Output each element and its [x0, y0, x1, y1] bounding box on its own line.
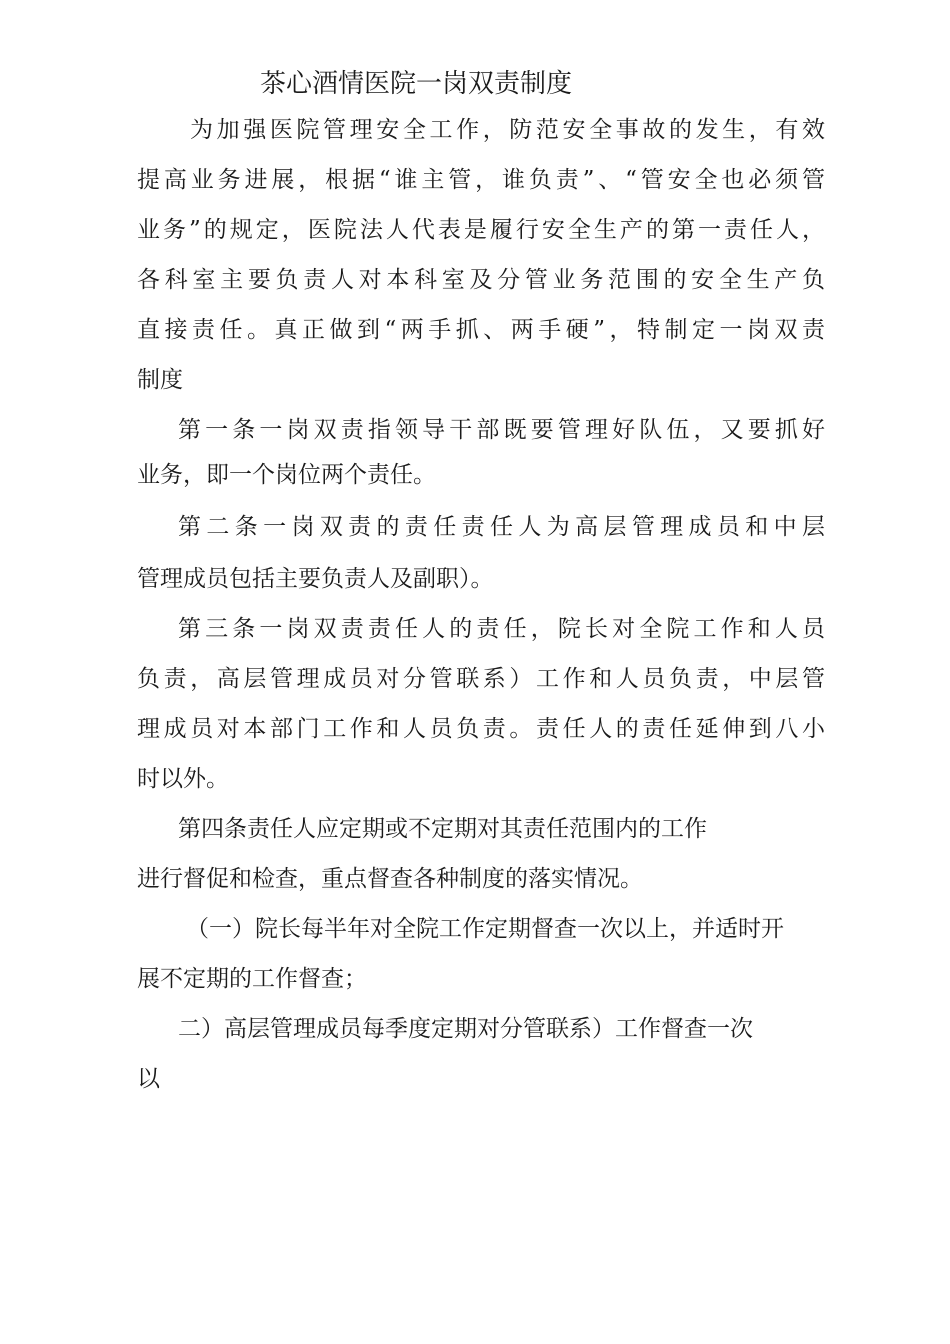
intro-line-1: 为加强医院管理安全工作，防范安全事故的发生，有效: [190, 117, 825, 143]
intro-line-4: 各科室主要负责人对本科室及分管业务范围的安全生产负: [137, 267, 825, 293]
intro-line-2: 提高业务进展，根据“谁主管，谁负责”、“管安全也必须管: [137, 167, 825, 193]
document-title: 茶心酒情医院一岗双责制度: [260, 69, 573, 99]
article1-line-2: 业务，即一个岗位两个责任。: [137, 462, 436, 488]
item2-line-2: 以: [137, 1066, 160, 1092]
intro-line-3: 业务”的规定，医院法人代表是履行安全生产的第一责任人，: [137, 217, 825, 243]
item2-line-1: 二）高层管理成员每季度定期对分管联系）工作督查一次: [178, 1016, 753, 1042]
intro-line-5: 直接责任。真正做到“两手抓、两手硬”，特制定一岗双责: [137, 317, 825, 343]
article3-line-3: 理成员对本部门工作和人员负责。责任人的责任延伸到八小: [137, 716, 825, 742]
article2-line-2: 管理成员包括主要负责人及副职）。: [137, 566, 494, 592]
intro-line-6: 制度: [137, 367, 183, 393]
article2-line-1: 第二条一岗双责的责任责任人为高层管理成员和中层: [178, 514, 825, 540]
article3-line-1: 第三条一岗双责责任人的责任，院长对全院工作和人员: [178, 616, 825, 642]
item1-line-2: 展不定期的工作督查；: [137, 966, 367, 992]
article3-line-2: 负责，高层管理成员对分管联系）工作和人员负责，中层管: [137, 666, 825, 692]
article4-line-2: 进行督促和检查，重点督查各种制度的落实情况。: [137, 866, 643, 892]
item1-line-1: （一）院长每半年对全院工作定期督查一次以上，并适时开: [186, 916, 784, 942]
article1-line-1: 第一条一岗双责指领导干部既要管理好队伍，又要抓好: [178, 417, 825, 443]
article3-line-4: 时以外。: [137, 766, 229, 792]
article4-line-1: 第四条责任人应定期或不定期对其责任范围内的工作: [178, 816, 707, 842]
